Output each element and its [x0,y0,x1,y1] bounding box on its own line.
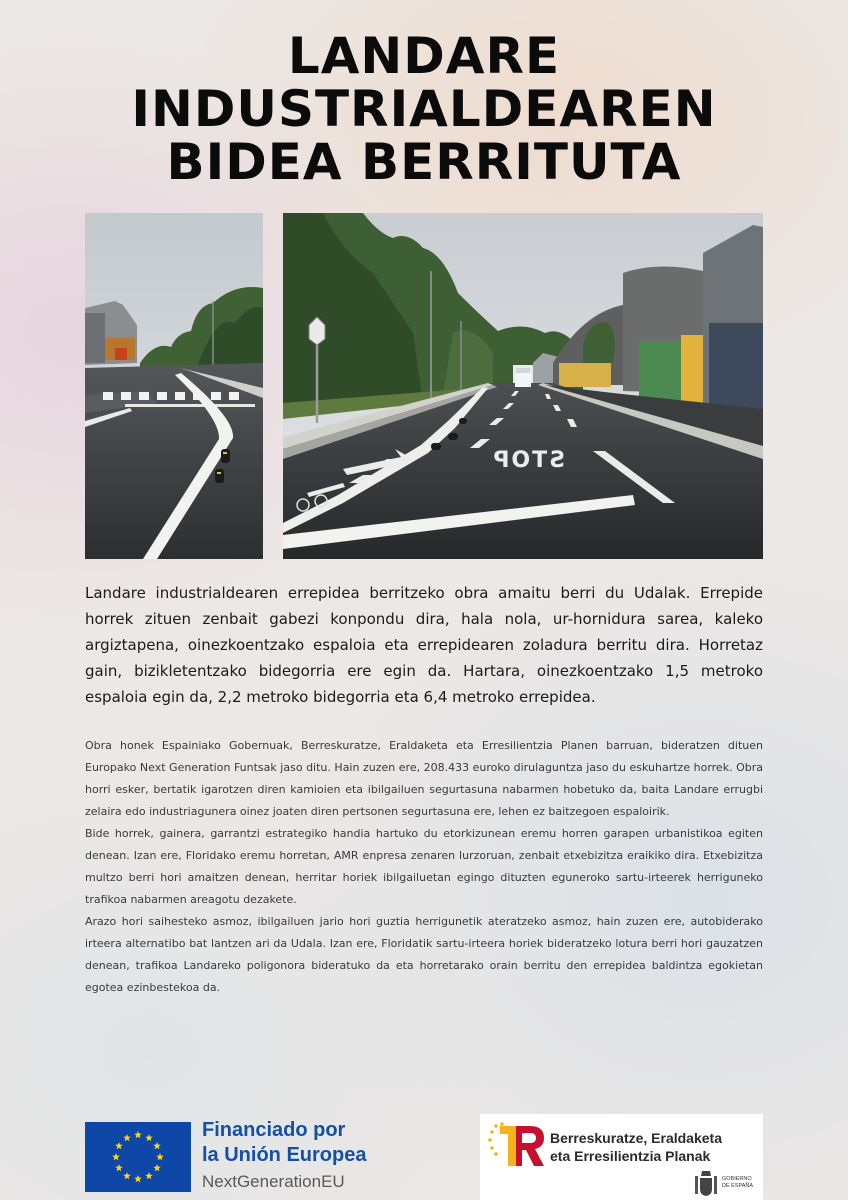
eu-star-icon [153,1142,161,1149]
eu-funding-logo [85,1118,405,1198]
gobierno-line-1: GOBIERNO [722,1176,752,1182]
body-paragraph: Obra honek Espainiako Gobernuak, Berreskuratze, Eraldaketa eta Erresilientzia Planen barruan, bideratzen dituen Europako Next Generation Funtsak jaso ditu. Hain zuzen ere, 208.433 euroko dirulaguntza jaso du eskuhartze horrek. Obra horri esker, bertatik igarotzen diren kamioien eta ibilgailuen segurtasuna nabarmen hobetuko da, baita Landare errugbi zelaira edo industriagunera oinez joaten diren pertsonen segurtasuna ere, lehen ez baitzegoen espaloirik. [85,739,763,818]
gobierno-line-2: DE ESPAÑA [722,1182,754,1189]
coat-of-arms-icon [693,1170,719,1198]
eu-line-1: Financiado por [202,1119,346,1141]
stop-road-marking: STOP [491,448,565,473]
road-photo-left-image [85,213,263,559]
eu-line-2: la Unión Europea [202,1144,367,1166]
road-photo-right-image [283,213,763,559]
eu-star-icon [123,1134,131,1141]
body-paragraph: Bide horrek, gainera, garrantzi estrategiko handia hartuko du etorkizunean eremu horren garapen urbanistikoa egiten denean. Izan ere, Floridako eremu horretan, AMR enpresa zenaren lurzoruan, zenbait etxebizitza eraikiko dira. Etxebizitza multzo berri hori amaitzen denean, herritar horiek ibilgailuetan egingo dituzten eguneroko sartu-irteerek herriguneko trafikoa nabarmen areagotu dezakete. [85,827,763,906]
eu-star-icon [145,1134,153,1141]
article-body [85,735,763,999]
eu-star-icon [115,1142,123,1149]
eu-star-icon [156,1153,164,1160]
eu-star-icon [112,1153,120,1160]
eu-flag-icon [85,1122,191,1192]
page-title [0,27,848,191]
plan-line-1: Berreskuratze, Eraldaketa [550,1130,722,1146]
road-photo-right [283,213,763,559]
title-line-3: BIDEA BERRITUTA [166,133,682,191]
title-line-1: LANDARE [287,27,561,85]
plan-tr-icon [486,1120,546,1172]
eu-star-icon [115,1164,123,1171]
plan-line-2: eta Erresilientzia Planak [550,1148,711,1164]
intro-paragraph: Landare industrialdearen errepidea berritzeko obra amaitu berri du Udalak. Errepide horrek zituen zenbait gabezi konpondu dira, hala nola, ur-hornidura sarea, kaleko argiztapena, oinezkoentzako espaloia eta errepidearen zoladura berritu dira. Horretaz gain, bizikletentzako bidegorria ere egin da. Hartara, oinezkoentzako 1,5 metroko espaloia egin da, 2,2 metroko bidegorria eta 6,4 metroko errepidea. [85,584,763,706]
eu-stars-icon [85,1122,191,1192]
gobierno-logo [693,1170,753,1198]
gobierno-text [722,1176,753,1189]
recovery-plan-logo [480,1114,763,1200]
eu-star-icon [153,1164,161,1171]
body-paragraph: Arazo hori saihesteko asmoz, ibilgailuen jario hori guztia herrigunetik ateratzeko asmoz, hain zuzen ere, autobiderako irteera alternatibo bat lantzen ari da Udala. Izan ere, Floridatik sartu-irteera horiek bideratzeko lotura berri hori gauzatzen denean, trafikoa Landareko poligonora bideratuko da eta horretarako orain berritu den errepidea baldintza egokietan egotea ezinbestekoa da. [85,915,763,994]
title-line-2: INDUSTRIALDEAREN [131,80,717,138]
eu-line-3: NextGenerationEU [202,1172,345,1191]
eu-star-icon [134,1131,142,1138]
eu-star-icon [145,1172,153,1179]
eu-star-icon [134,1175,142,1182]
eu-star-icon [123,1172,131,1179]
plan-title [550,1129,722,1165]
road-photo-left [85,213,263,559]
